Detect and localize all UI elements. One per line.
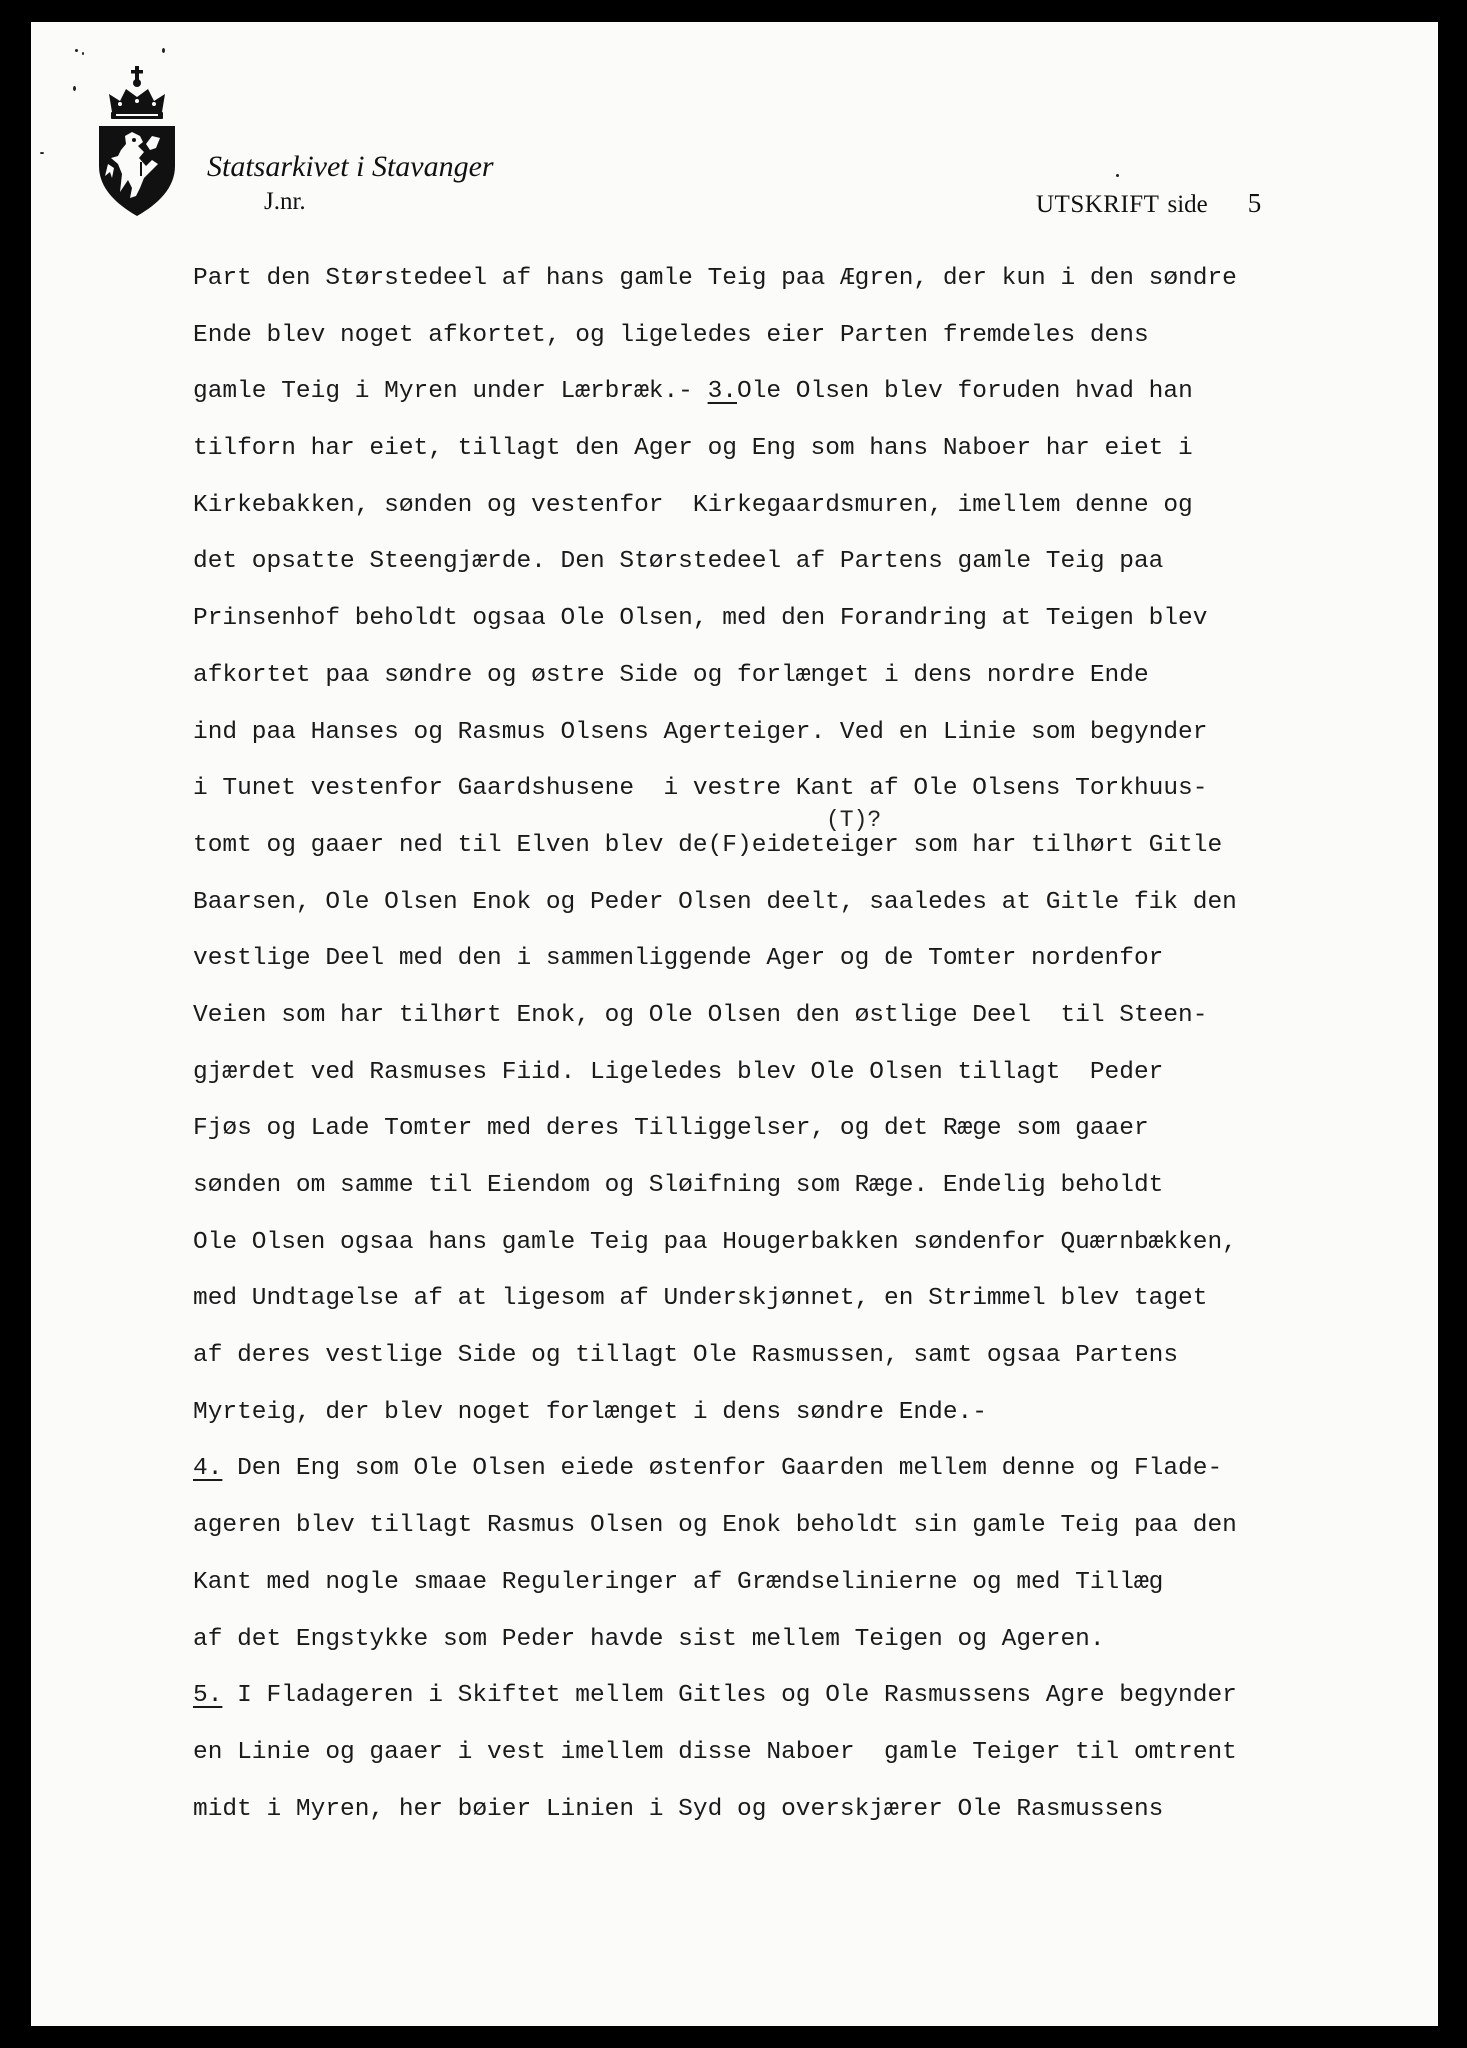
text-line: vestlige Deel med den i sammenliggende Ager og de Tomter nordenfor: [193, 945, 1164, 973]
section-number: 4.: [193, 1455, 223, 1483]
scan-speck: [40, 152, 44, 154]
editor-annotation: (T)?: [826, 806, 882, 833]
scan-speck: [75, 49, 78, 52]
text-line: Prinsenhof beholdt ogsaa Ole Olsen, med den Forandring at Teigen blev: [193, 605, 1208, 633]
text-line: af deres vestlige Side og tillagt Ole Rasmussen, samt ogsaa Partens: [193, 1342, 1179, 1370]
text-line: midt i Myren, her bøier Linien i Syd og overskjærer Ole Rasmussens: [193, 1795, 1164, 1823]
text-line: Veien som har tilhørt Enok, og Ole Olsen den østlige Deel til Steen-: [193, 1001, 1208, 1029]
scan-speck: [1116, 174, 1119, 177]
text-line: afkortet paa søndre og østre Side og forlænget i dens nordre Ende: [193, 661, 1149, 689]
text-line: Fjøs og Lade Tomter med deres Tilliggelser, og det Ræge som gaaer: [193, 1115, 1149, 1143]
scan-speck: [73, 86, 76, 91]
text-line: tilforn har eiet, tillagt den Ager og Eng som hans Naboer har eiet i: [193, 435, 1193, 463]
transcript-body: [193, 259, 1413, 1846]
text-line: Myrteig, der blev noget forlænget i dens søndre Ende.-: [193, 1398, 987, 1426]
text-line: Part den Størstedeel af hans gamle Teig paa Ægren, der kun i den søndre: [193, 265, 1237, 292]
journal-number-label: J.nr.: [264, 188, 306, 215]
text-line: af det Engstykke som Peder havde sist mellem Teigen og Ageren.: [193, 1625, 1105, 1653]
text-line: gjærdet ved Rasmuses Fiid. Ligeledes blev Ole Olsen tillagt Peder: [193, 1058, 1164, 1086]
text-line: gamle Teig i Myren under Lærbræk.- 3.Ole Olsen blev foruden hvad han: [193, 378, 1193, 406]
text-line: en Linie og gaaer i vest imellem disse Naboer gamle Teiger til omtrent: [193, 1738, 1237, 1766]
text-line: 4. Den Eng som Ole Olsen eiede østenfor Gaarden mellem denne og Flade-: [193, 1455, 1223, 1483]
text-line: med Undtagelse af at ligesom af Underskjønnet, en Strimmel blev taget: [193, 1285, 1208, 1313]
scan-speck: [82, 52, 84, 55]
text-line: Kant med nogle smaae Reguleringer af Grændselinierne og med Tillæg: [193, 1568, 1164, 1596]
section-number: 3.: [707, 378, 737, 406]
norwegian-coat-of-arms-icon: [96, 66, 178, 216]
utskrift-label: UTSKRIFT: [1036, 191, 1160, 218]
text-line: Kirkebakken, sønden og vestenfor Kirkegaardsmuren, imellem denne og: [193, 491, 1193, 519]
text-line: Baarsen, Ole Olsen Enok og Peder Olsen deelt, saaledes at Gitle fik den: [193, 888, 1237, 916]
transcript-header: [1036, 188, 1261, 219]
text-line: ind paa Hanses og Rasmus Olsens Agerteiger. Ved en Linie som begynder: [193, 718, 1208, 746]
text-line: i Tunet vestenfor Gaardshusene i vestre Kant af Ole Olsens Torkhuus-: [193, 775, 1208, 803]
text-line: (T)? tomt og gaaer ned til Elven blev de(F)eideteiger som har tilhørt Gitle: [193, 826, 1413, 883]
side-label: side: [1167, 191, 1208, 218]
section-number: 5.: [193, 1682, 223, 1710]
text-line: ageren blev tillagt Rasmus Olsen og Enok beholdt sin gamle Teig paa den: [193, 1512, 1237, 1540]
page-number: 5: [1247, 188, 1262, 218]
text-line: sønden om samme til Eiendom og Sløifning som Ræge. Endelig beholdt: [193, 1172, 1164, 1199]
text-line: 5. I Fladageren i Skiftet mellem Gitles og Ole Rasmussens Agre begynder: [193, 1682, 1237, 1710]
archive-name: Statsarkivet i Stavanger: [207, 150, 494, 183]
text-line: Ole Olsen ogsaa hans gamle Teig paa Hougerbakken søndenfor Quærnbækken,: [193, 1228, 1237, 1256]
text-line: Ende blev noget afkortet, og ligeledes eier Parten fremdeles dens: [193, 321, 1149, 349]
text-line: det opsatte Steengjærde. Den Størstedeel af Partens gamle Teig paa: [193, 548, 1164, 576]
scan-speck: [162, 48, 165, 53]
